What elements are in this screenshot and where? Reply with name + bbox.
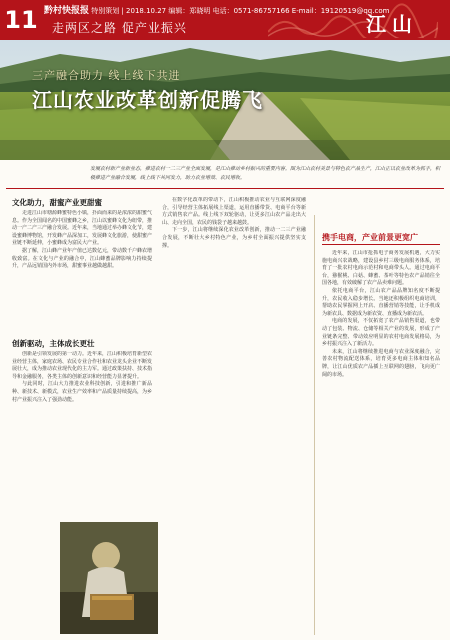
paragraph: 未来，江山将继续推进电商与农业深度融合，完善农村物流配送体系，培育更多电商主体和知名品牌，让江山优质农产品插上互联网的翅膀，飞向更广阔的市场。: [322, 348, 440, 378]
subhead-innovation: 创新驱动，主体成长更壮: [12, 339, 95, 348]
column-divider: [314, 215, 315, 635]
section-title: 走两区之路 促产业振兴: [52, 21, 187, 35]
paragraph: 创新是引领发展的第一动力。近年来，江山积极培育新型农业经营主体，家庭农场、农民专业合作社和农业龙头企业不断发展壮大，成为推动农业现代化的主力军。通过政策扶持、技术指导和金融服务，各类主体的创新意识和经营能力显著提升。: [12, 351, 152, 380]
paper-name: 黔村快报报: [44, 6, 90, 16]
headline: 江山农业改革创新促腾飞: [32, 88, 263, 112]
paragraph: 与此同时，江山大力推进农业科技创新，引进和推广新品种、新技术、新模式，农业生产效率和产品质量持续提高，为乡村产业振兴注入了强劲动能。: [12, 381, 152, 403]
page-number: 11: [4, 6, 38, 34]
body-column-1b: [12, 351, 152, 516]
paragraph: 据了解，江山蜂产业年产值已达数亿元，带动数千户蜂农增收致富。在文化与产业的融合中，江山蜂蜜品牌影响力持续提升，产品远销国内外市场，甜蜜事业越做越甜。: [12, 247, 152, 270]
body-column-1a: [12, 210, 152, 330]
masthead-info: 特别策划 | 2018.10.27 编辑：郑晓明 电话：0571-86757166 E-mail：19120519@qq.com: [91, 7, 390, 15]
sidebar-heading: 携手电商，产业前景更宽广: [322, 233, 418, 242]
body-column-2: [162, 197, 306, 637]
divider: [6, 188, 444, 189]
paragraph: 下一步，江山将继续深化农业改革创新，推动一二三产业融合发展，不断壮大乡村特色产业，为乡村全面振兴提供坚实支撑。: [162, 227, 306, 249]
subhead-culture: 文化助力，甜蜜产业更甜蜜: [12, 198, 102, 207]
sidebar-rule: [322, 244, 440, 245]
paragraph: 在数字化改革的带动下，江山积极推动农业与互联网深度融合，引导经营主体拓展线上渠道，运用直播带货、电商平台等新方式销售农产品。线上线下双轮驱动，让更多江山农产品走出大山、走向全国，农民的钱袋子越来越鼓。: [162, 197, 306, 226]
paragraph: 依托电商平台，江山农产品品牌知名度不断提升，农民收入稳步增长。当地还积极组织电商培训，帮助农民掌握网上开店、直播营销等技能，让手机成为新农具、数据成为新农资、直播成为新农活。: [322, 287, 440, 317]
region-label: 江山: [366, 12, 418, 36]
beekeeper-photo: [60, 522, 158, 634]
masthead: [44, 3, 389, 16]
paragraph: 电商的发展，不仅拓宽了农产品销售渠道，也带动了包装、物流、仓储等相关产业的发展，形成了产业链条完整、带动效应明显的农村电商发展格局，为乡村振兴注入了新活力。: [322, 318, 440, 348]
photo-kicker: 三产融合助力 线上线下共进: [32, 69, 181, 82]
photo-caption: 发展农村新产业新业态，推进农村一二三产业全面发展，是江山推动乡村振兴的重要内容。图为江山农村美景与特色农产品生产，江山正以农业改革为抓手，积极推进产业融合发展，线上线下共同发力，助力农业增效、农民增收。: [90, 166, 441, 181]
paragraph: 近年来，江山市抢抓电子商务发展机遇，大力实施电商兴农战略，建设县乡村三级电商服务体系，培育了一批农村电商示范村和电商带头人。通过电商平台，猕猴桃、白菇、蜂蜜、茶叶等特色农产品销往全国各地，有效破解了农产品卖难问题。: [322, 250, 440, 287]
paragraph: 走进江山市塘源蜂蜜特色小镇，扑面而来的是浓浓的甜蜜气息。作为全国闻名的中国蜜蜂之乡，江山以蜜蜂文化为纽带，推动一产二产三产融合发展。近年来，当地通过举办蜂文化节，建设蜜蜂博物馆，开发蜂产品深加工，发展蜂文化旅游，使甜蜜产业链不断延伸，小蜜蜂成为富民大产业。: [12, 210, 152, 247]
body-column-3: [322, 250, 440, 635]
